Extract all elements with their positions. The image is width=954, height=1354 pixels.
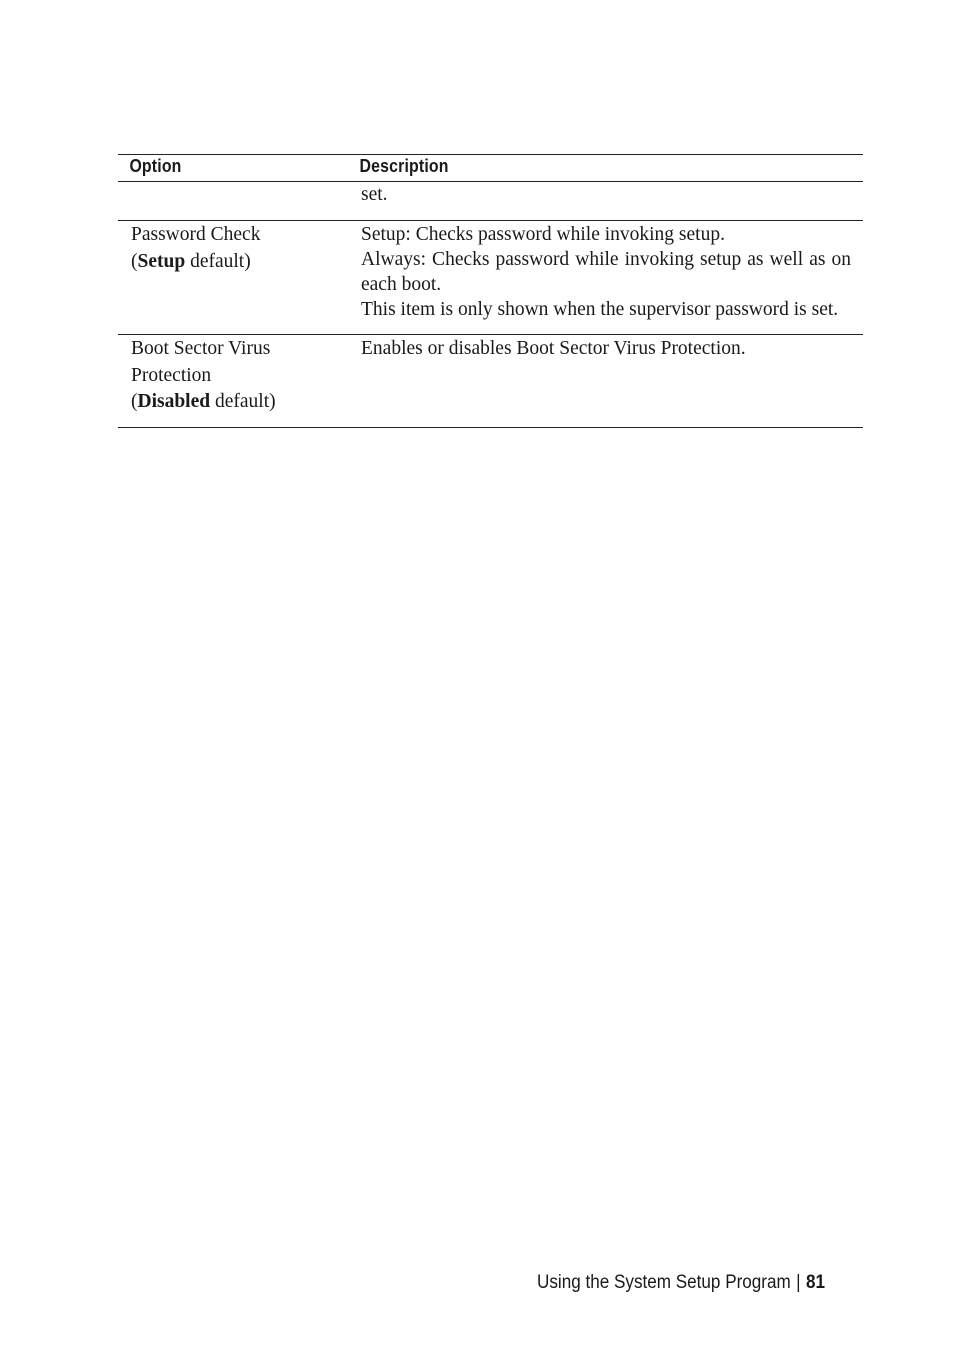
option-name: Boot Sector Virus: [131, 338, 271, 359]
footer-section-title: Using the System Setup Program: [537, 1272, 791, 1293]
table-row-boot-sector-virus-protection: [118, 335, 863, 428]
option-cell: [118, 335, 349, 428]
default-value: Setup: [137, 251, 186, 272]
option-default: (Disabled default): [131, 391, 276, 412]
table-row: [118, 182, 863, 221]
default-value: Disabled: [137, 391, 211, 412]
description-text: This item is only shown when the supervisor password is set.: [361, 299, 839, 320]
option-default: (Setup default): [131, 251, 251, 272]
option-cell: [118, 221, 349, 335]
options-table: [118, 154, 863, 428]
footer-separator: |: [796, 1272, 801, 1293]
description-text: Enables or disables Boot Sector Virus Protection.: [361, 338, 746, 359]
page-footer: [537, 1272, 825, 1294]
option-name: Protection: [131, 365, 212, 386]
page-number: 81: [806, 1272, 826, 1293]
header-option: Option: [118, 155, 321, 182]
description-text: set.: [361, 184, 388, 205]
description-cell: [349, 335, 863, 428]
option-name: Password Check: [131, 224, 261, 245]
table-row-password-check: [118, 221, 863, 335]
description-text: Setup: Checks password while invoking setup.: [361, 224, 725, 245]
description-cell: [349, 221, 863, 335]
table-header-row: [118, 155, 863, 182]
description-text: Always: Checks password while invoking setup as well as on each boot.: [361, 249, 851, 295]
header-description: Description: [349, 155, 801, 182]
description-cell: [349, 182, 863, 221]
option-cell: [118, 182, 349, 221]
